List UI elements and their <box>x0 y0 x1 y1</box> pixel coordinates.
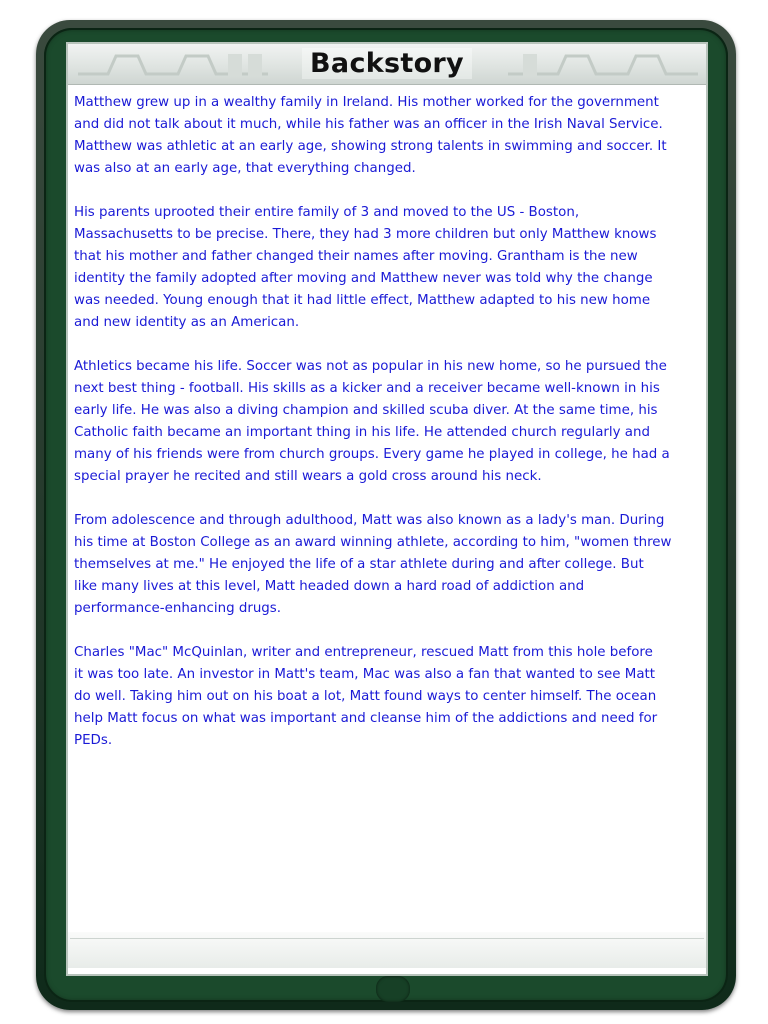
page-title <box>68 48 706 79</box>
page-title-text: Backstory <box>302 48 472 79</box>
paragraph: From adolescence and through adulthood, Matt was also known as a lady's man. During his time at Boston College as an award winning athlete, according to him, "women threw themselves at me." He enjoyed the life of a star athlete during and after college. But like many lives at this level, Matt headed down a hard road of addiction and performance-enhancing drugs. <box>74 513 672 616</box>
footer-band <box>68 932 706 968</box>
paragraph: Charles "Mac" McQuinlan, writer and entrepreneur, rescued Matt from this hole before it was too late. An investor in Matt's team, Mac was also a fan that wanted to see Matt do well. Taking him out on his boat a lot, Matt found ways to center himself. The ocean help Matt focus on what was important and cleanse him of the addictions and need for PEDs. <box>74 645 658 748</box>
header-band <box>68 44 706 85</box>
footer-divider <box>70 938 704 939</box>
paragraph: His parents uprooted their entire family of 3 and moved to the US - Boston, Massachusetts to be precise. There, they had 3 more children but only Matthew knows that his mother and father changed their names after moving. Grantham is the new identity the family adopted after moving and Matthew never was told why the change was needed. Young enough that it had little effect, Matthew adapted to his new home and new identity as an American. <box>74 205 657 330</box>
paragraph: Athletics became his life. Soccer was not as popular in his new home, so he pursued the next best thing - football. His skills as a kicker and a receiver became well-known in his early life. He was also a diving champion and skilled scuba diver. At the same time, his Catholic faith became an important thing in his life. He attended church regularly and many of his friends were from church groups. Every game he played in college, he had a special prayer he recited and still wears a gold cross around his neck. <box>74 359 670 484</box>
backstory-body <box>74 92 704 774</box>
device-home-button <box>376 976 410 1002</box>
paragraph: Matthew grew up in a wealthy family in Ireland. His mother worked for the government and did not talk about it much, while his father was an officer in the Irish Naval Service. Matthew was athletic at an early age, showing strong talents in swimming and soccer. It was also at an early age, that everything changed. <box>74 95 667 176</box>
document-page <box>68 44 706 974</box>
